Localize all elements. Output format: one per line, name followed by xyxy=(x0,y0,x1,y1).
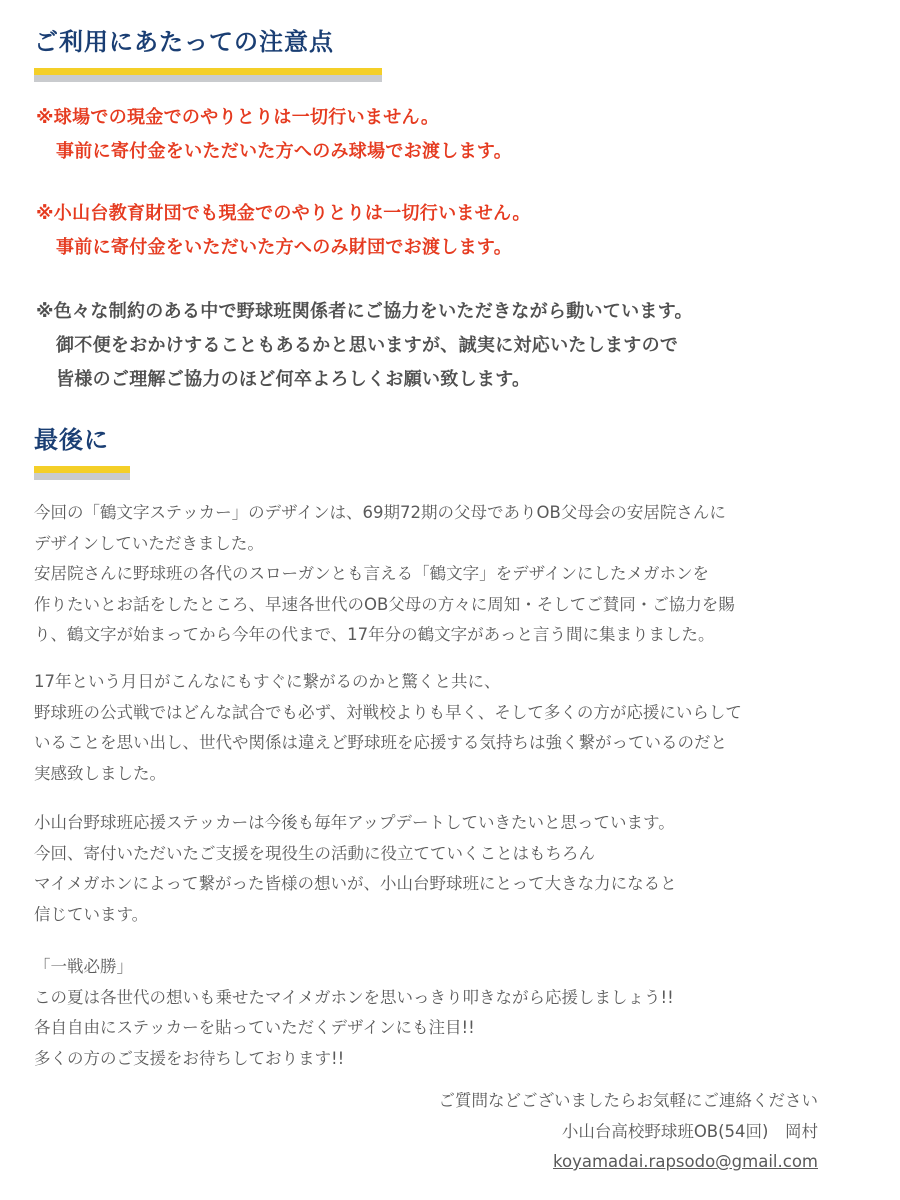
closing-paragraph-design xyxy=(34,498,874,651)
paragraph-line: 野球班の公式戦ではどんな試合でも必ず、対戦校よりも早く、そして多くの方が応援にいらして xyxy=(34,702,742,722)
underline-yellow-bar xyxy=(34,68,382,75)
closing-paragraph-slogan xyxy=(34,952,874,1074)
notice-line: ※球場での現金でのやりとりは一切行いません。 xyxy=(36,107,440,128)
notice-cooperation xyxy=(36,295,866,397)
paragraph-line: 「一戦必勝」 xyxy=(34,957,133,976)
closing-section-heading xyxy=(34,424,130,480)
paragraph-line: 17年という月日がこんなにもすぐに繋がるのかと驚くと共に、 xyxy=(34,672,501,691)
notice-line: 御不便をおかけすることもあるかと思いますが、誠実に対応いたしますので xyxy=(56,335,679,356)
paragraph-line: 信じています。 xyxy=(34,904,149,924)
underline-grey-bar xyxy=(34,75,382,82)
paragraph-line: 今回の「鶴文字ステッカー」のデザインは、69期72期の父母でありOB父母会の安居院さんに xyxy=(34,503,726,522)
underline-grey-bar xyxy=(34,473,130,480)
paragraph-line: 作りたいとお話をしたところ、早速各世代のOB父母の方々に周知・そしてご賛同・ご協力を賜 xyxy=(34,594,735,614)
notice-line: 事前に寄付金をいただいた方へのみ球場でお渡します。 xyxy=(56,141,513,162)
paragraph-line: デザインしていただきました。 xyxy=(34,533,264,553)
closing-heading-underline xyxy=(34,466,130,480)
notice-line: ※色々な制約のある中で野球班関係者にご協力をいただきながら動いています。 xyxy=(36,301,693,322)
paragraph-line: 多くの方のご支援をお待ちしております!! xyxy=(34,1048,345,1068)
paragraph-line: 各自自由にステッカーを貼っていただくデザインにも注目!! xyxy=(34,1018,475,1037)
closing-paragraph-future xyxy=(34,808,874,930)
underline-yellow-bar xyxy=(34,466,130,473)
contact-signature: 小山台高校野球班OB(54回) 岡村 xyxy=(561,1121,818,1141)
notice-line: 皆様のご理解ご協力のほど何卒よろしくお願い致します。 xyxy=(56,369,531,390)
notice-line: ※小山台教育財団でも現金でのやりとりは一切行いません。 xyxy=(36,203,531,224)
paragraph-line: マイメガホンによって繋がった皆様の想いが、小山台野球班にとって大きな力になると xyxy=(34,874,677,893)
paragraph-line: 安居院さんに野球班の各代のスローガンとも言える「鶴文字」をデザインにしたメガホンを xyxy=(34,564,710,583)
notice-cash-stadium xyxy=(36,101,866,169)
contact-inquiry-text: ご質問などございましたらお気軽にご連絡ください xyxy=(438,1091,818,1110)
paragraph-line: り、鶴文字が始まってから今年の代まで、17年分の鶴文字があっと言う間に集まりました。 xyxy=(34,625,715,644)
paragraph-line: 実感致しました。 xyxy=(34,763,166,783)
closing-paragraph-connection xyxy=(34,667,874,789)
closing-heading-title: 最後に xyxy=(34,426,109,454)
contact-email-link[interactable]: koyamadai.rapsodo@gmail.com xyxy=(553,1152,818,1171)
notes-heading-underline xyxy=(34,68,382,82)
notice-cash-foundation xyxy=(36,197,866,265)
contact-block xyxy=(439,1086,819,1178)
notes-heading-title: ご利用にあたっての注意点 xyxy=(34,28,334,56)
paragraph-line: 今回、寄付いただいたご支援を現役生の活動に役立てていくことはもちろん xyxy=(34,843,595,863)
paragraph-line: いることを思い出し、世代や関係は違えど野球班を応援する気持ちは強く繋がっているのだと xyxy=(34,733,727,752)
notice-line: 事前に寄付金をいただいた方へのみ財団でお渡します。 xyxy=(56,237,513,258)
paragraph-line: この夏は各世代の想いも乗せたマイメガホンを思いっきり叩きながら応援しましょう!! xyxy=(34,987,674,1007)
paragraph-line: 小山台野球班応援ステッカーは今後も毎年アップデートしていきたいと思っています。 xyxy=(34,813,675,832)
notes-section-heading xyxy=(34,26,382,82)
